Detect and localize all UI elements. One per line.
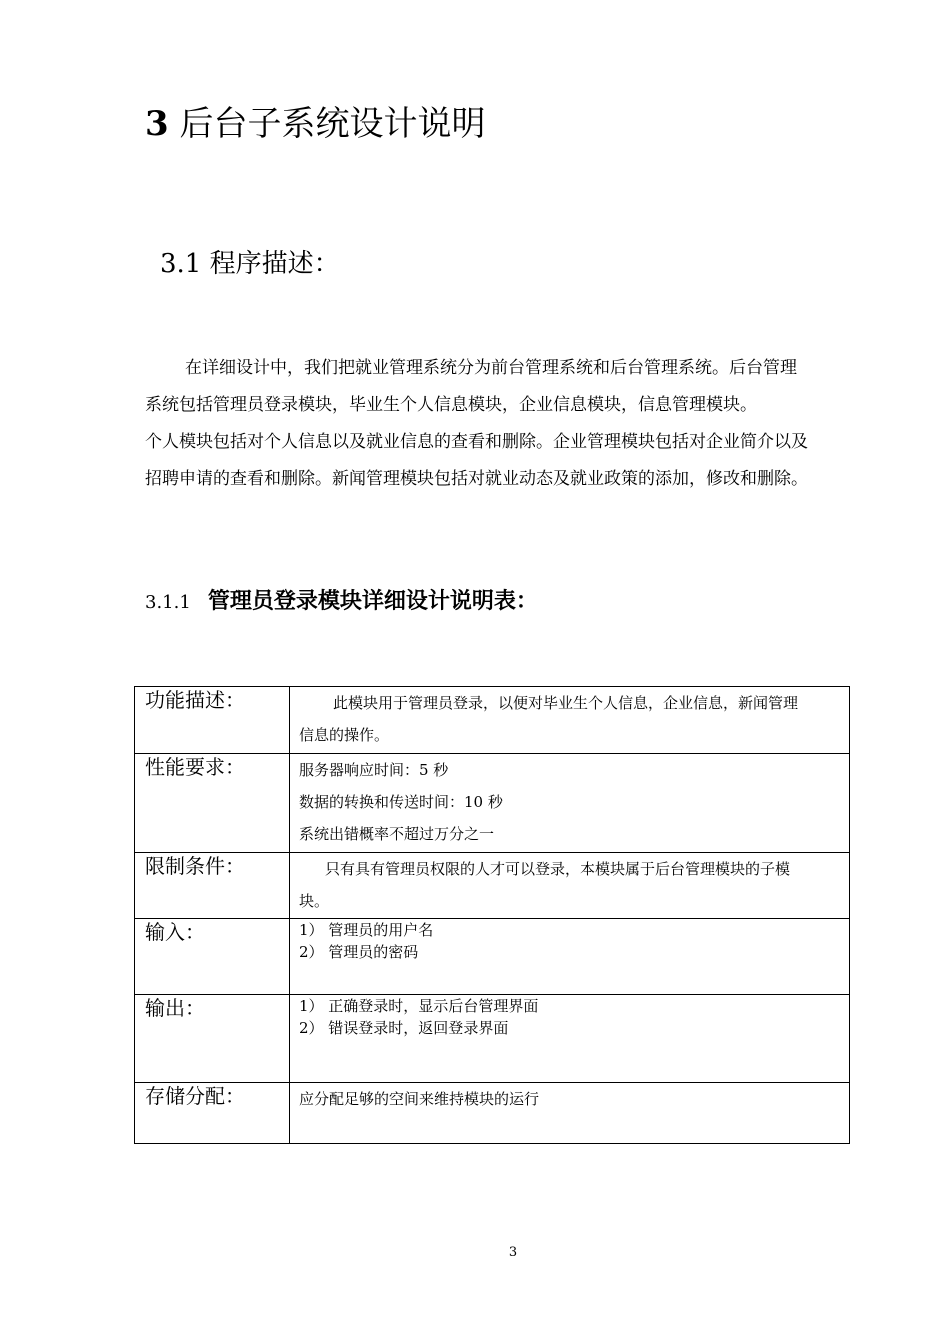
- table-row: [135, 919, 850, 995]
- content-line: 信息的操作。: [299, 726, 390, 744]
- description-line: 个人模块包括对个人信息以及就业信息的查看和删除。企业管理模块包括对企业简介以及: [145, 432, 808, 452]
- table-row: [135, 687, 850, 754]
- table-row: [135, 853, 850, 919]
- row-label: 输出：: [135, 995, 290, 1083]
- page-number: 3: [508, 1245, 518, 1260]
- content-line: 1） 正确登录时，显示后台管理界面: [299, 997, 539, 1015]
- row-content: [290, 853, 850, 919]
- row-label: 限制条件：: [135, 853, 290, 919]
- content-line: 1） 管理员的用户名: [299, 921, 434, 939]
- row-content: [290, 1083, 850, 1144]
- content-line: 2） 管理员的密码: [299, 943, 419, 961]
- row-content: [290, 919, 850, 995]
- row-label: 输入：: [135, 919, 290, 995]
- content-line: 应分配足够的空间来维持模块的运行: [299, 1090, 540, 1108]
- content-line: 只有具有管理员权限的人才可以登录，本模块属于后台管理模块的子模: [325, 860, 791, 878]
- table-row: [135, 1083, 850, 1144]
- row-label: 功能描述：: [135, 687, 290, 754]
- subsection-heading: [145, 582, 538, 623]
- row-label: 性能要求：: [135, 754, 290, 853]
- content-line: 服务器响应时间：5 秒: [299, 761, 449, 779]
- content-line: 此模块用于管理员登录，以便对毕业生个人信息，企业信息，新闻管理: [333, 694, 799, 712]
- row-content: [290, 687, 850, 754]
- content-line: 块。: [299, 892, 330, 910]
- description-line: 系统包括管理员登录模块，毕业生个人信息模块，企业信息模块，信息管理模块。: [145, 395, 757, 415]
- design-spec-table: [134, 686, 850, 1144]
- row-content: [290, 995, 850, 1083]
- page-heading: [145, 98, 485, 150]
- row-label: 存储分配：: [135, 1083, 290, 1144]
- subsection-title: 管理员登录模块详细设计说明表：: [207, 589, 538, 614]
- table-row: [135, 995, 850, 1083]
- table-row: [135, 754, 850, 853]
- content-line: 系统出错概率不超过万分之一: [299, 825, 495, 843]
- row-content: [290, 754, 850, 853]
- content-line: 2） 错误登录时，返回登录界面: [299, 1019, 509, 1037]
- description-paragraph: [145, 350, 890, 498]
- description-line: 招聘申请的查看和删除。新闻管理模块包括对就业动态及就业政策的添加，修改和删除。: [145, 469, 808, 489]
- heading-title: 后台子系统设计说明: [179, 104, 486, 144]
- heading-number: 3: [145, 104, 169, 144]
- subsection-number: 3.1.1: [145, 592, 191, 613]
- description-line: 在详细设计中，我们把就业管理系统分为前台管理系统和后台管理系统。后台管理: [185, 358, 797, 378]
- section-heading: 3.1 程序描述：: [160, 249, 340, 279]
- content-line: 数据的转换和传送时间：10 秒: [299, 793, 503, 811]
